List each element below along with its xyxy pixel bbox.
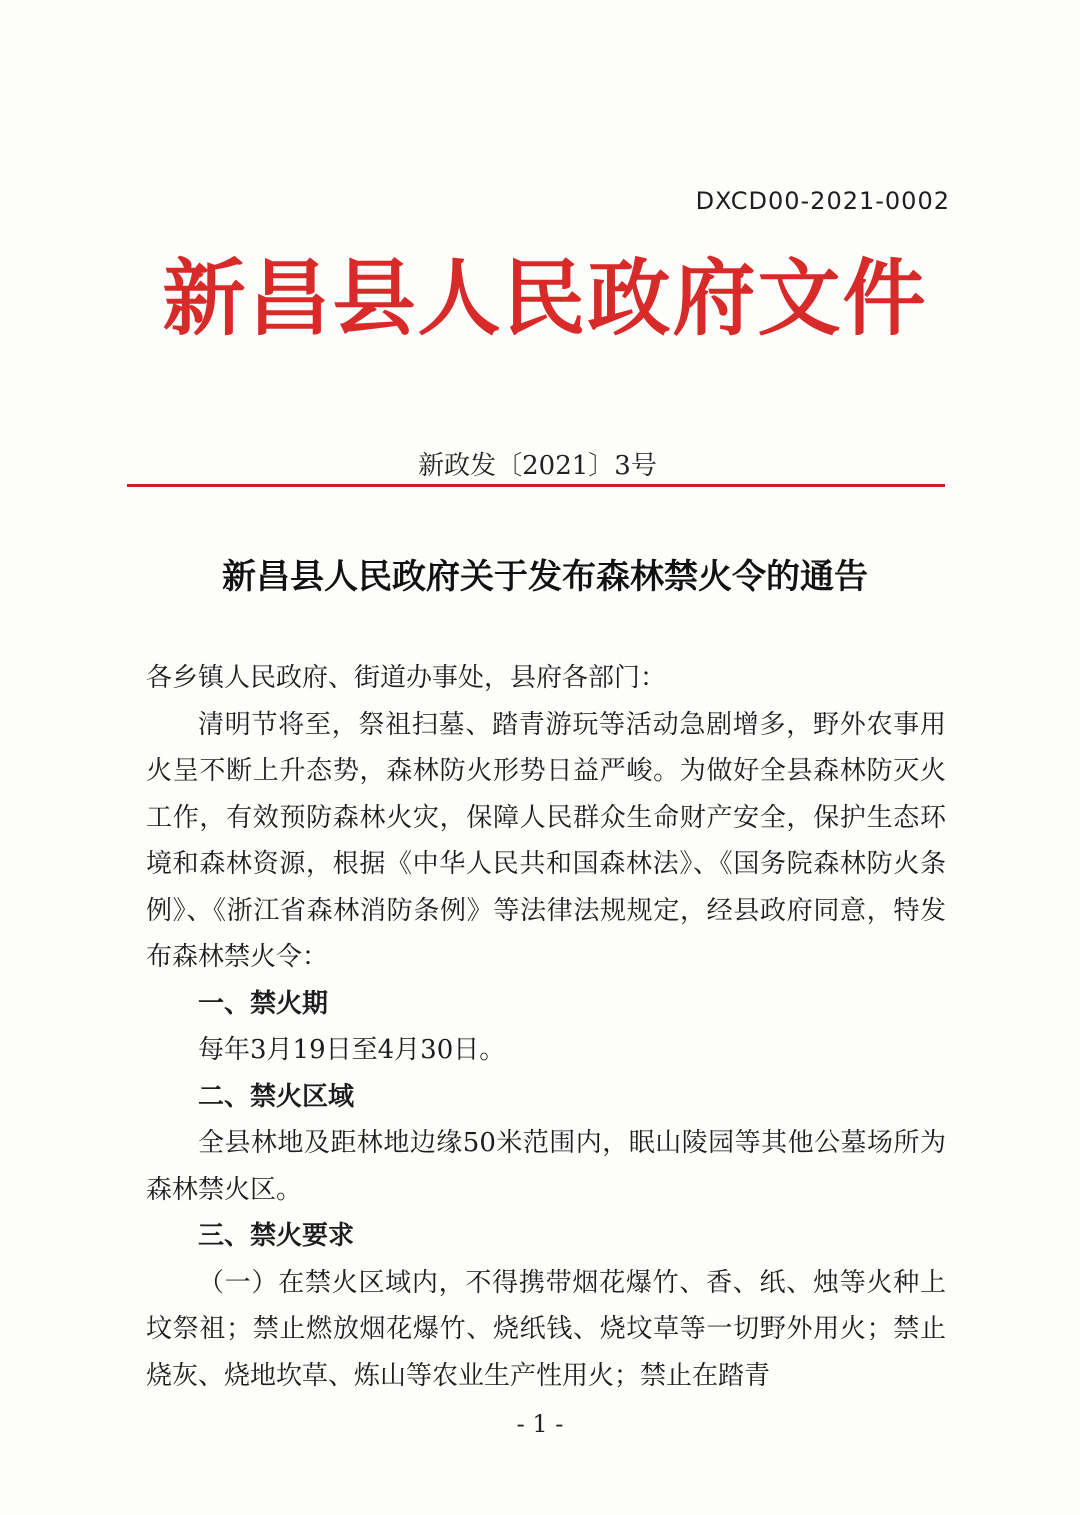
section-content-fire-requirements: （一）在禁火区域内，不得携带烟花爆竹、香、纸、烛等火种上坟祭祖；禁止燃放烟花爆竹、烧纸钱、烧坟草等一切野外用火；禁止烧灰、烧地坎草、炼山等农业生产性用火；禁止在踏青	[146, 1267, 946, 1391]
document-code: DXCD00-2021-0002	[695, 187, 950, 215]
document-title: 新昌县人民政府关于发布森林禁火令的通告	[222, 557, 868, 597]
section-content-fire-area: 全县林地及距林地边缘50米范围内，眠山陵园等其他公墓场所为森林禁火区。	[146, 1128, 946, 1205]
red-divider-line	[127, 484, 945, 487]
section-heading-fire-area: 二、禁火区域	[198, 1081, 355, 1112]
section-content-fire-period: 每年3月19日至4月30日。	[198, 1035, 506, 1065]
document-number: 新政发〔2021〕3号	[418, 451, 657, 481]
salutation: 各乡镇人民政府、街道办事处，县府各部门：	[146, 663, 667, 693]
section-heading-fire-requirements: 三、禁火要求	[198, 1221, 355, 1251]
red-letterhead: 新昌县人民政府文件	[162, 249, 928, 347]
intro-paragraph: 清明节将至，祭祖扫墓、踏青游玩等活动急剧增多，野外农事用火呈不断上升态势，森林防火形势日益严峻。为做好全县森林防灭火工作，有效预防森林火灾，保障人民群众生命财产安全，保护生态环境和森林资源，根据《中华人民共和国森林法》、《国务院森林防火条例》、《浙江省森林消防条例》等法律法规规定，经县政府同意，特发布森林禁火令：	[146, 709, 946, 972]
document-body	[146, 655, 946, 1399]
section-heading-fire-period: 一、禁火期	[198, 988, 329, 1019]
page-number: - 1 -	[516, 1410, 564, 1438]
